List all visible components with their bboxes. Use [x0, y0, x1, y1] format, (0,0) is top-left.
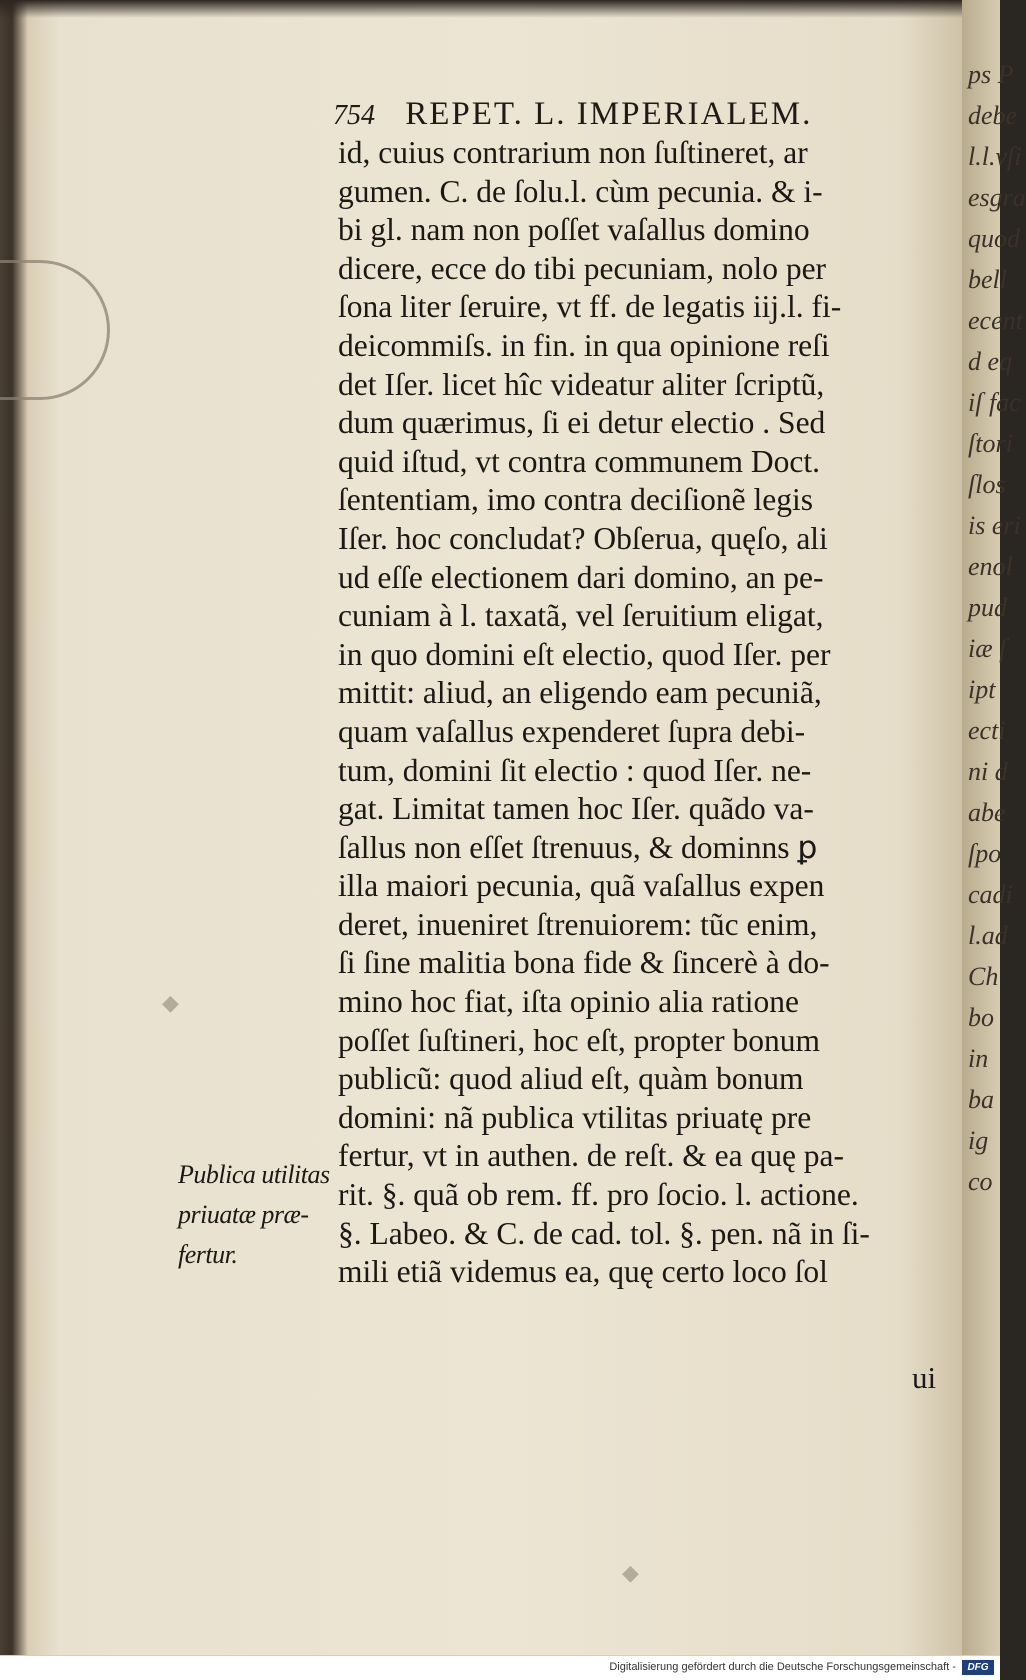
text-line: deret, inueniret ſtrenuiorem: tũc enim,: [338, 906, 818, 942]
text-line: mittit: aliud, an eligendo eam pecuniã,: [338, 675, 822, 711]
facing-page-fragment: ecent: [968, 306, 1023, 335]
facing-page-fragment: pud: [968, 593, 1007, 622]
text-line: domini: nã publica vtilitas priuatę pre: [338, 1099, 812, 1135]
facing-page-fragment: l.l.vſi: [968, 142, 1022, 171]
body-text-block: [338, 134, 946, 1292]
margin-note-line: fertur.: [178, 1240, 238, 1269]
facing-page-fragment: l.ad: [968, 921, 1008, 950]
facing-page-fragment: d eq: [968, 347, 1013, 376]
text-line: id, cuius contrarium non ſuſtineret, ar: [338, 135, 808, 170]
facing-page-fragment: ipt: [968, 675, 996, 704]
facing-page-fragment: bo: [968, 1003, 994, 1032]
text-line: in quo domini eſt electio, quod Iſer. per: [338, 636, 831, 672]
facing-page-fragment: iſ fac: [968, 388, 1021, 417]
text-line: fertur, vt in authen. de reſt. & ea quę pa-: [338, 1138, 845, 1174]
facing-page-fragment: iæ ſ: [968, 634, 1007, 663]
text-line: ſententiam, imo contra deciſionẽ legis: [338, 482, 813, 518]
text-line: bi gl. nam non poſſet vaſallus domino: [338, 212, 810, 248]
text-line: Iſer. hoc concludat? Obſerua, quęſo, ali: [338, 520, 828, 556]
facing-page-fragment: bell: [968, 265, 1007, 294]
facing-page-fragment: ſpo: [968, 839, 1002, 868]
margin-note-line: priuatæ præ-: [178, 1200, 309, 1229]
text-line: tum, domini ſit electio : quod Iſer. ne-: [338, 752, 812, 788]
text-line: det Iſer. licet hîc videatur aliter ſcriptũ,: [338, 366, 825, 402]
facing-page-fragment: esgra: [968, 183, 1026, 212]
attribution-footer: [0, 1655, 1000, 1680]
text-line: cuniam à l. taxatã, vel ſeruitium eligat,: [338, 598, 824, 634]
text-line: publicũ: quod aliud eſt, quàm bonum: [338, 1061, 804, 1097]
marginal-note: [178, 1155, 343, 1275]
text-line: quam vaſallus expenderet ſupra debi-: [338, 713, 806, 749]
text-line: dum quærimus, ſi ei detur electio . Sed: [338, 405, 826, 441]
text-line: gumen. C. de ſolu.l. cùm pecunia. & i-: [338, 173, 823, 209]
text-line: §. Labeo. & C. de cad. tol. §. pen. nã in ſi-: [338, 1215, 870, 1251]
facing-page-fragment: ig: [968, 1126, 989, 1155]
ink-smudge: ◆: [162, 990, 179, 1015]
text-line: quid iſtud, vt contra communem Doct.: [338, 443, 821, 479]
running-title: REPET. L. IMPERIALEM.: [405, 96, 813, 132]
funding-credit-text: Digitalisierung gefördert durch die Deutsche Forschungsgemeinschaft -: [609, 1661, 956, 1673]
text-line: dicere, ecce do tibi pecuniam, nolo per: [338, 250, 827, 286]
facing-page-fragment: co: [968, 1167, 993, 1196]
text-line: ſona liter ſeruire, vt ff. de legatis iij.l. fi-: [338, 289, 842, 325]
facing-page-fragment: quod: [968, 224, 1020, 253]
page-number: 754: [333, 100, 375, 131]
facing-page-fragment: ſlos: [968, 470, 1006, 499]
margin-note-line: Publica utilitas: [178, 1160, 330, 1189]
text-line: rit. §. quã ob rem. ff. pro ſocio. l. actione.: [338, 1177, 859, 1213]
facing-page-fragment: enol: [968, 552, 1013, 581]
text-line: ſallus non eſſet ſtrenuus, & dominns ꝑ: [338, 829, 818, 865]
text-line: deicommiſs. in fin. in qua opinione reſi: [338, 327, 830, 363]
page-top-shadow: [0, 0, 1000, 18]
page-clip-reflection: [0, 260, 110, 400]
text-line: ſi ſine malitia bona fide & ſincerè à do-: [338, 945, 830, 981]
running-header: [333, 96, 893, 136]
dfg-logo-icon: DFG: [962, 1660, 994, 1675]
ink-smudge: ◆: [622, 1560, 639, 1585]
text-line: poſſet ſuſtineri, hoc eſt, propter bonum: [338, 1022, 821, 1058]
facing-page-fragment: ba: [968, 1085, 994, 1114]
facing-page-fragment: debe: [968, 101, 1018, 130]
text-line: illa maiori pecunia, quã vaſallus expen: [338, 868, 825, 904]
catchword: ui: [912, 1360, 937, 1395]
text-line: ud eſſe electionem dari domino, an pe-: [338, 559, 824, 595]
facing-page-fragment: in: [968, 1044, 989, 1073]
text-line: mili etiã videmus ea, quę certo loco ſol: [338, 1254, 828, 1290]
facing-page-fragment: ps P: [968, 60, 1014, 89]
facing-page-fragment: ni d: [968, 757, 1008, 786]
text-line: gat. Limitat tamen hoc Iſer. quãdo va-: [338, 791, 814, 827]
facing-page-fragment: ecti: [968, 716, 1006, 745]
facing-page-fragment: abe: [968, 798, 1006, 827]
facing-page-edge: [962, 0, 1026, 1655]
facing-page-fragment: is eri: [968, 511, 1021, 540]
facing-page-fragment: cadi: [968, 880, 1013, 909]
facing-page-fragment: Ch: [968, 962, 999, 991]
facing-page-fragment: ſtori: [968, 429, 1013, 458]
text-line: mino hoc fiat, iſta opinio alia ratione: [338, 984, 799, 1020]
